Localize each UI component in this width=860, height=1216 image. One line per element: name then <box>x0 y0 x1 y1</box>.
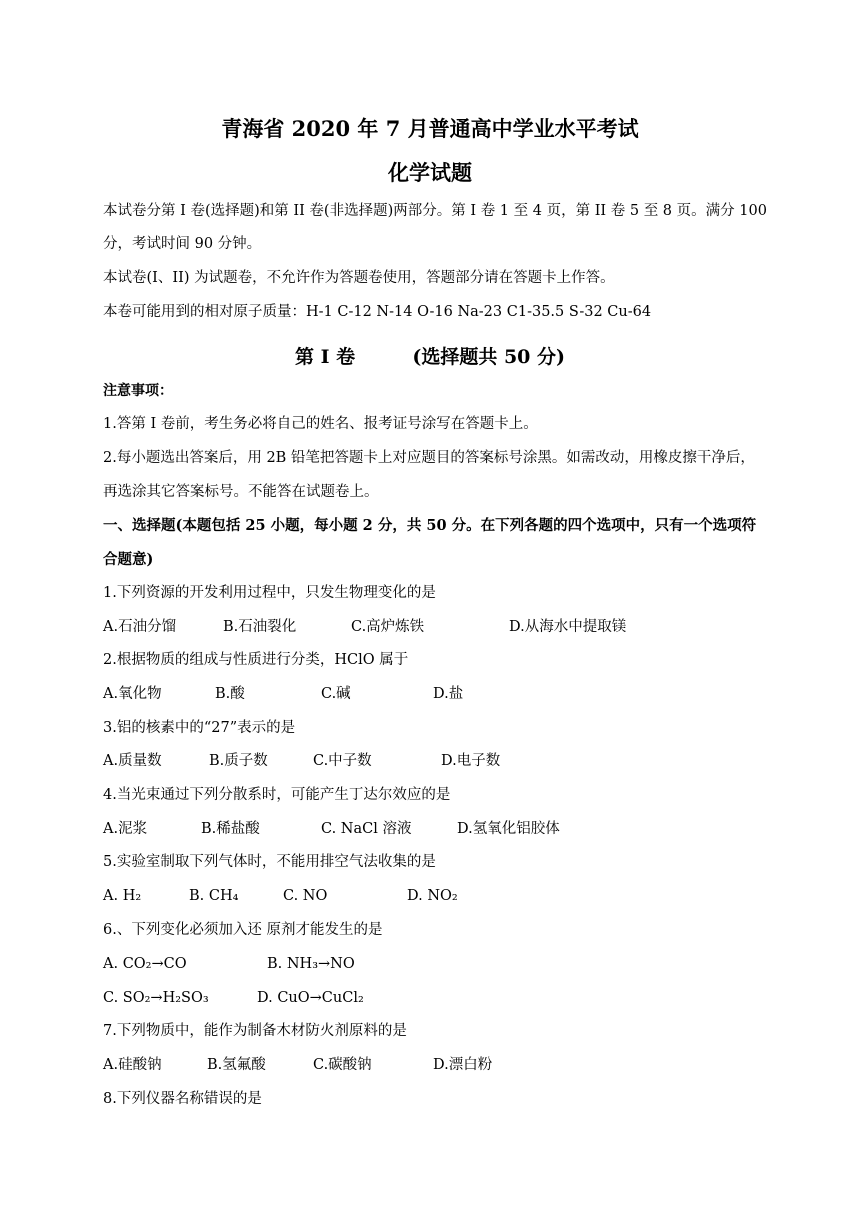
option-d: D.电子数 <box>441 753 501 769</box>
exam-subtitle: 化学试题 <box>388 160 472 185</box>
question-stem: 7.下列物质中，能作为制备木材防火剂原料的是 <box>103 1023 407 1039</box>
option-a: A.泥浆 <box>103 821 148 837</box>
option-c: C. NO <box>283 888 328 904</box>
option-a: A. H₂ <box>103 888 142 904</box>
option-d: D.盐 <box>433 686 464 702</box>
option-d: D.氢氧化铝胶体 <box>457 821 560 837</box>
option-a: A.质量数 <box>103 753 162 769</box>
option-b: B.酸 <box>215 686 245 702</box>
question-stem: 5.实验室制取下列气体时，不能用排空气法收集的是 <box>103 854 436 870</box>
option-b: B.氢氟酸 <box>207 1057 266 1073</box>
part1-heading-b: 合题意) <box>103 551 154 568</box>
option-c: C. NaCl 溶液 <box>321 821 412 837</box>
option-d: D. NO₂ <box>407 888 458 904</box>
question-stem: 3.铝的核素中的“27”表示的是 <box>103 720 296 736</box>
part1-heading-a: 一、选择题(本题包括 25 小题，每小题 2 分，共 50 分。在下列各题的四个选项中，只有一个选项符 <box>103 517 757 534</box>
section-desc: (选择题共 50 分) <box>412 346 566 368</box>
intro-line-3: 本试卷(I、II) 为试题卷，不允许作为答题卷使用，答题部分请在答题卡上作答。 <box>103 270 615 286</box>
intro-line-1: 本试卷分第 I 卷(选择题)和第 II 卷(非选择题)两部分。第 I 卷 1 至 4 页，第 II 卷 5 至 8 页。满分 100 <box>103 203 767 219</box>
option-b: B.稀盐酸 <box>201 821 260 837</box>
question-stem: 1.下列资源的开发利用过程中，只发生物理变化的是 <box>103 585 436 601</box>
option-c: C.中子数 <box>313 753 372 769</box>
option-d: D.从海水中提取镁 <box>509 619 627 635</box>
option-a: A.石油分馏 <box>103 619 177 635</box>
option-b: B.质子数 <box>209 753 268 769</box>
option-a: A.氧化物 <box>103 686 162 702</box>
option-c: C. SO₂→H₂SO₃ <box>103 990 209 1006</box>
option-b: B. NH₃→NO <box>267 956 355 972</box>
option-a: A.硅酸钠 <box>103 1057 162 1073</box>
section-heading <box>0 342 860 369</box>
option-c: C.碱 <box>321 686 351 702</box>
option-c: C.高炉炼铁 <box>351 619 425 635</box>
note-1: 1.答第 I 卷前，考生务必将自己的姓名、报考证号涂写在答题卡上。 <box>103 416 538 432</box>
option-c: C.碳酸钠 <box>313 1057 372 1073</box>
atomic-mass-line: 本卷可能用到的相对原子质量：H-1 C-12 N-14 O-16 Na-23 C1-35.5 S-32 Cu-64 <box>103 304 652 320</box>
option-b: B. CH₄ <box>189 888 239 904</box>
section-name: 第 I 卷 <box>294 346 356 368</box>
question-stem: 4.当光束通过下列分散系时，可能产生丁达尔效应的是 <box>103 787 451 803</box>
option-b: B.石油裂化 <box>223 619 297 635</box>
notes-heading: 注意事项： <box>103 383 173 399</box>
option-d: D.漂白粉 <box>433 1057 493 1073</box>
question-stem: 2.根据物质的组成与性质进行分类，HClO 属于 <box>103 652 409 668</box>
question-stem: 6.、下列变化必须加入还 原剂才能发生的是 <box>103 922 383 938</box>
note-2a: 2.每小题选出答案后，用 2B 铅笔把答题卡上对应题目的答案标号涂黑。如需改动，用橡皮擦干净后， <box>103 450 755 466</box>
option-a: A. CO₂→CO <box>103 956 187 972</box>
question-stem: 8.下列仪器名称错误的是 <box>103 1091 262 1107</box>
option-d: D. CuO→CuCl₂ <box>257 990 364 1006</box>
note-2b: 再选涂其它答案标号。不能答在试题卷上。 <box>103 484 379 500</box>
intro-line-2: 分，考试时间 90 分钟。 <box>103 236 262 252</box>
exam-title: 青海省 2020 年 7 月普通高中学业水平考试 <box>221 116 639 141</box>
